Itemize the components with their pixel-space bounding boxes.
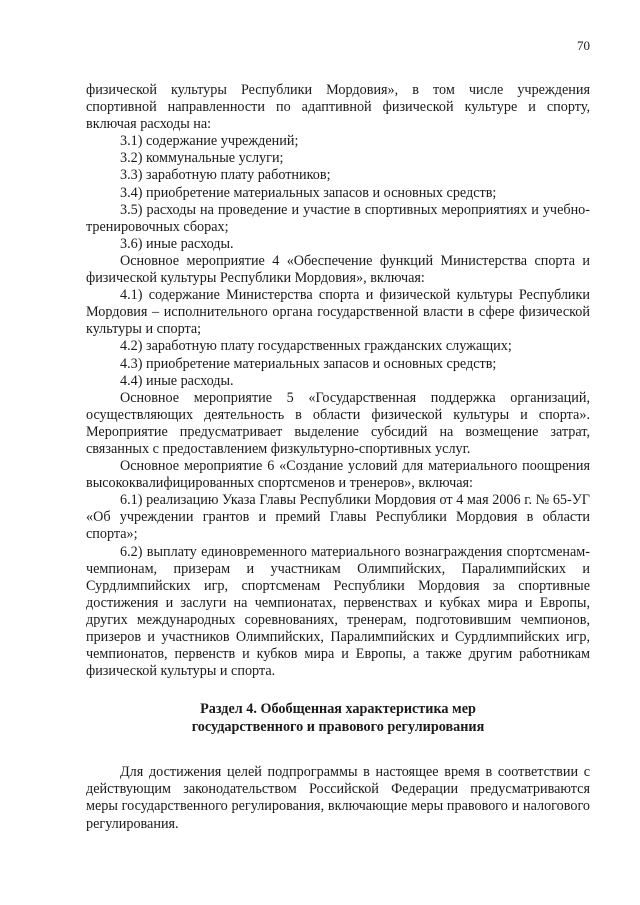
section-title-line: государственного и правового регулирования bbox=[191, 719, 485, 736]
list-item: 3.3) заработную плату работников; bbox=[120, 167, 331, 184]
section-paragraph: Для достижения целей подпрограммы в настоящее время в соответствии с действующим законодательством Российской Федерации предусматриваются меры государственного регулирования, включающие меры правового и налогового регулирования. bbox=[86, 764, 590, 832]
page-number: 70 bbox=[577, 38, 590, 53]
list-item: 3.4) приобретение материальных запасов и основных средств; bbox=[120, 184, 497, 201]
section-title-line: Раздел 4. Обобщенная характеристика мер bbox=[200, 701, 476, 718]
list-item: 6.2) выплату единовременного материального вознаграждения спортсменам-чемпионам, призерам и участникам Олимпийских, Паралимпийских и Сурдлимпийских игр, спортсменам Республики Мордовия за спортивные достижения и заслуги на чемпионатах, первенствах и кубках мира и Европы, других международных соревнованиях, тренерам, подготовившим чемпионов, призеров и участников Олимпийских, Паралимпийских и Сурдлимпийских игр, чемпионатов, первенств и кубков мира и Европы, а также другим работникам физической культуры и спорта. bbox=[86, 543, 590, 680]
paragraph: Основное мероприятие 5 «Государственная поддержка организаций, осуществляющих деятельность в области физической культуры и спорта». Мероприятие предусматривает выделение субсидий на возмещение затрат, связанных с предоставлением физкультурно-спортивных услуг. bbox=[86, 389, 590, 457]
section-title bbox=[86, 700, 590, 736]
paragraph: Основное мероприятие 4 «Обеспечение функций Министерства спорта и физической культуры Республики Мордовия», включая: bbox=[86, 252, 590, 287]
paragraph: Основное мероприятие 6 «Создание условий для материального поощрения высококвалифицированных спортсменов и тренеров», включая: bbox=[86, 458, 590, 492]
list-item: 6.1) реализацию Указа Главы Республики Мордовия от 4 мая 2006 г. № 65-УГ «Об учреждении грантов и премий Главы Республики Мордовия в области спорта»; bbox=[86, 492, 590, 543]
list-item: 4.4) иные расходы. bbox=[120, 372, 234, 389]
list-item: 3.1) содержание учреждений; bbox=[120, 133, 299, 150]
list-item: 4.2) заработную плату государственных гражданских служащих; bbox=[120, 338, 512, 355]
document-body bbox=[86, 82, 590, 833]
list-item: 3.5) расходы на проведение и участие в спортивных мероприятиях и учебно-тренировочных сборах; bbox=[86, 201, 590, 235]
paragraph: физической культуры Республики Мордовия», в том числе учреждения спортивной направленности по адаптивной физической культуре и спорту, включая расходы на: bbox=[86, 82, 590, 133]
list-item: 4.3) приобретение материальных запасов и основных средств; bbox=[120, 355, 497, 372]
list-item: 4.1) содержание Министерства спорта и физической культуры Республики Мордовия – исполнительного органа государственной власти в сфере физической культуры и спорта; bbox=[86, 287, 590, 338]
list-item: 3.2) коммунальные услуги; bbox=[120, 150, 284, 167]
list-item: 3.6) иные расходы. bbox=[120, 235, 234, 252]
